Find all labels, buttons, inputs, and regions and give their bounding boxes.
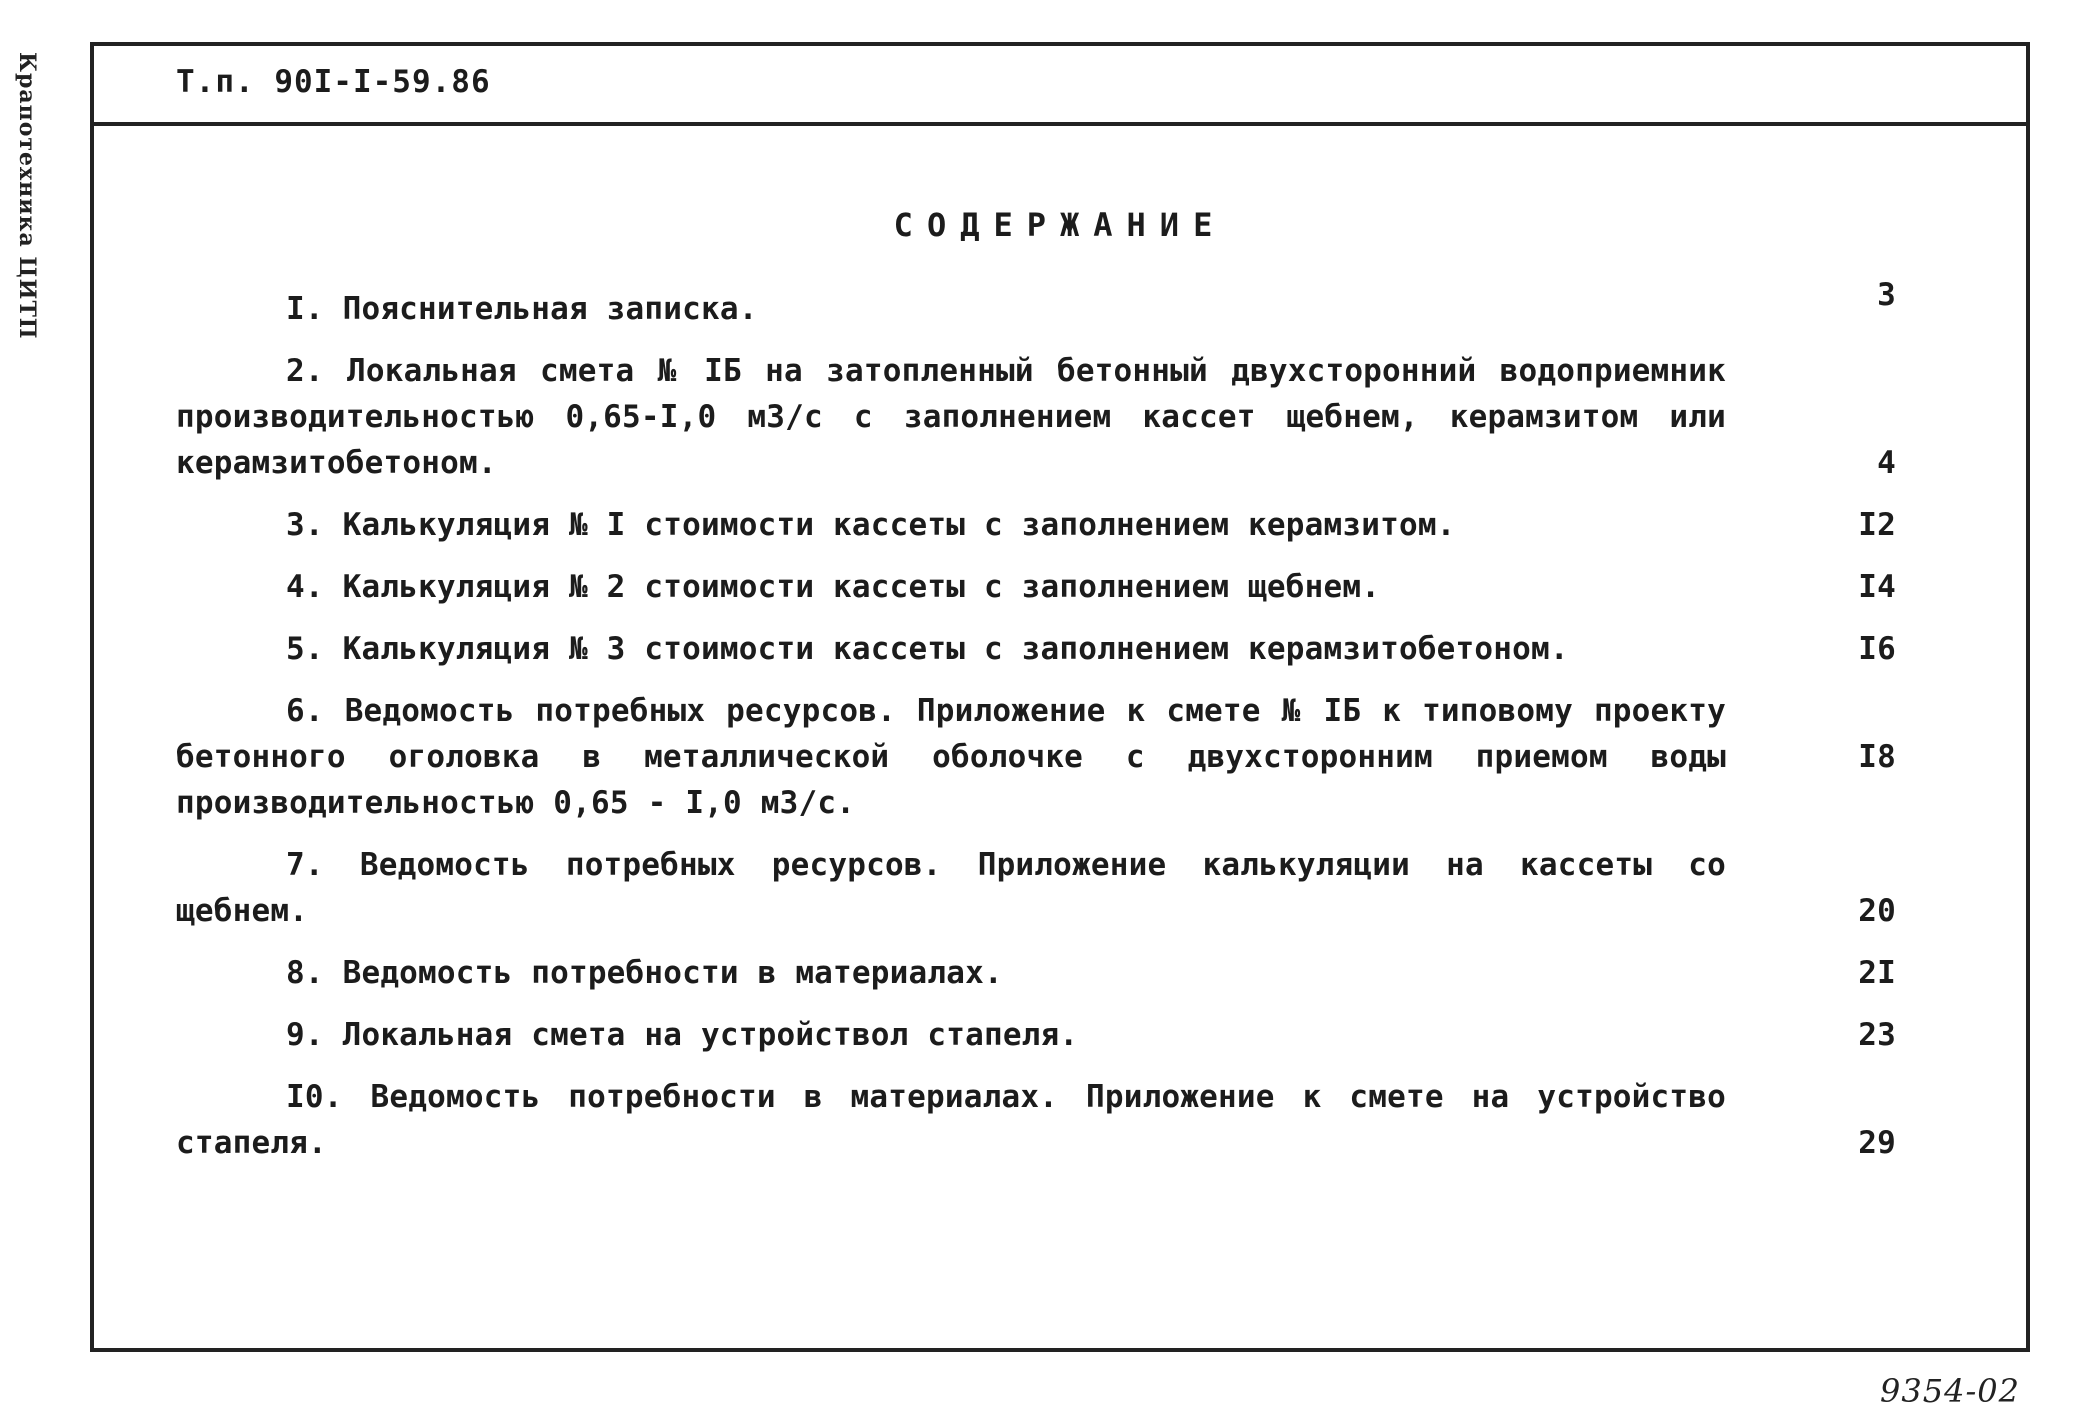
toc-item-page: 3 xyxy=(1877,277,1896,313)
toc-item xyxy=(176,842,1896,934)
table-of-contents xyxy=(176,277,1896,1182)
toc-item-page: 4 xyxy=(1877,445,1896,481)
toc-item xyxy=(176,502,1896,548)
toc-item xyxy=(176,950,1896,996)
side-stamp xyxy=(14,52,62,402)
toc-item xyxy=(176,277,1896,332)
side-stamp-text: Крапотехника ЦИТП xyxy=(14,52,40,340)
toc-item xyxy=(176,348,1896,486)
toc-item-page: I2 xyxy=(1858,507,1896,543)
toc-item-page: I6 xyxy=(1858,631,1896,667)
page-title: СОДЕРЖАНИЕ xyxy=(893,206,1227,244)
toc-item-text: 8. Ведомость потребности в материалах. xyxy=(286,955,1003,991)
header-bar xyxy=(94,46,2026,126)
toc-item-page: I4 xyxy=(1858,569,1896,605)
toc-item-text: 3. Калькуляция № I стоимости кассеты с заполнением керамзитом. xyxy=(286,507,1456,543)
toc-item-page: 23 xyxy=(1858,1017,1896,1053)
toc-item xyxy=(176,1012,1896,1058)
toc-item-text: I. Пояснительная записка. xyxy=(286,291,758,327)
toc-item-text: 5. Калькуляция № 3 стоимости кассеты с заполнением керамзитобетоном. xyxy=(286,631,1569,667)
toc-item-text: 7. Ведомость потребных ресурсов. Приложение калькуляции на кассеты со щебнем. xyxy=(176,847,1726,929)
document-sheet xyxy=(90,42,2030,1352)
toc-item-text: 6. Ведомость потребных ресурсов. Приложение к смете № IБ к типовому проекту бетонного оголовка в металлической оболочке с двухсторонним приемом воды производительностью 0,65 - I,0 м3/с. xyxy=(176,693,1726,821)
toc-item xyxy=(176,564,1896,610)
toc-item xyxy=(176,626,1896,672)
sheet-number: 9354-02 xyxy=(1880,1372,2020,1410)
toc-item-page: 29 xyxy=(1858,1125,1896,1161)
toc-item-text: 9. Локальная смета на устройствол стапеля. xyxy=(286,1017,1079,1053)
toc-item-text: I0. Ведомость потребности в материалах. Приложение к смете на устройство стапеля. xyxy=(176,1079,1726,1161)
toc-item-text: 2. Локальная смета № IБ на затопленный бетонный двухсторонний водоприемник производительностью 0,65-I,0 м3/с с заполнением кассет щебнем, керамзитом или керамзитобетоном. xyxy=(176,353,1726,481)
toc-item-page: I8 xyxy=(1858,739,1896,775)
toc-item-text: 4. Калькуляция № 2 стоимости кассеты с заполнением щебнем. xyxy=(286,569,1381,605)
toc-item-page: 2I xyxy=(1858,955,1896,991)
toc-item xyxy=(176,1074,1896,1166)
document-code: Т.п. 90I-I-59.86 xyxy=(176,64,491,100)
toc-item xyxy=(176,688,1896,826)
toc-item-page: 20 xyxy=(1858,893,1896,929)
